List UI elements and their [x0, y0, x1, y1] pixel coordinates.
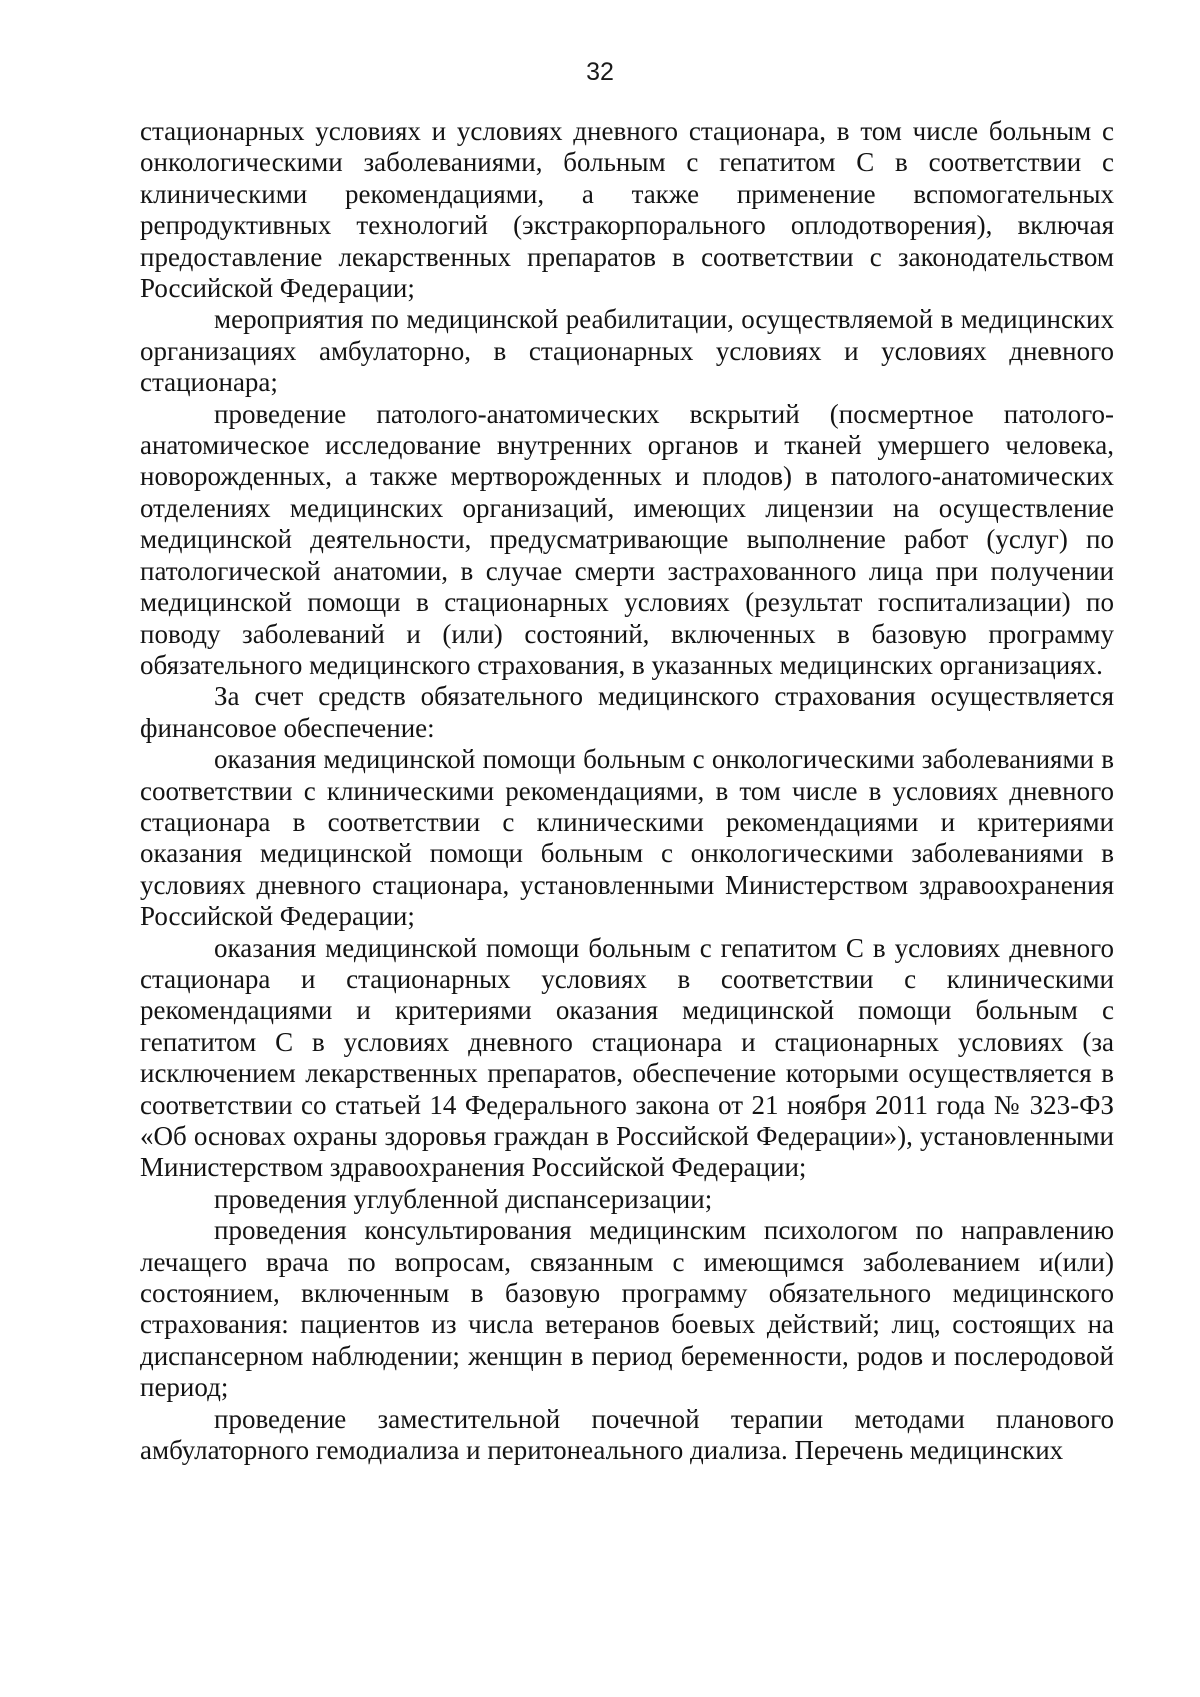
- paragraph-9: проведение заместительной почечной терапии методами планового амбулаторного гемодиализа и перитонеального диализа. Перечень медицинских: [140, 1403, 1114, 1466]
- paragraph-5: оказания медицинской помощи больным с онкологическими заболеваниями в соответствии с клиническими рекомендациями, в том числе в условиях дневного стационара в соответствии с клиническими рекомендациями и критериями оказания медицинской помощи больным с онкологическими заболеваниями в условиях дневного стационара, установленными Министерством здравоохранения Российской Федерации;: [140, 744, 1114, 932]
- paragraph-8: проведения консультирования медицинским психологом по направлению лечащего врача по вопросам, связанным с имеющимся заболеванием и(или) состоянием, включенным в базовую программу обязательного медицинского страхования: пациентов из числа ветеранов боевых действий; лиц, состоящих на диспансерном наблюдении; женщин в период беременности, родов и послеродовой период;: [140, 1215, 1114, 1403]
- paragraph-6: оказания медицинской помощи больным с гепатитом С в условиях дневного стационара и стационарных условиях в соответствии с клиническими рекомендациями и критериями оказания медицинской помощи больным с гепатитом С в условиях дневного стационара и стационарных условиях (за исключением лекарственных препаратов, обеспечение которыми осуществляется в соответствии со статьей 14 Федерального закона от 21 ноября 2011 года № 323-ФЗ «Об основах охраны здоровья граждан в Российской Федерации»), установленными Министерством здравоохранения Российской Федерации;: [140, 932, 1114, 1183]
- paragraph-3: проведение патолого-анатомических вскрытий (посмертное патолого-анатомическое исследование внутренних органов и тканей умершего человека, новорожденных, а также мертворожденных и плодов) в патолого-анатомических отделениях медицинских организаций, имеющих лицензии на осуществление медицинской деятельности, предусматривающие выполнение работ (услуг) по патологической анатомии, в случае смерти застрахованного лица при получении медицинской помощи в стационарных условиях (результат госпитализации) по поводу заболеваний и (или) состояний, включенных в базовую программу обязательного медицинского страхования, в указанных медицинских организациях.: [140, 398, 1114, 680]
- page-number: 32: [586, 58, 614, 86]
- paragraph-7: проведения углубленной диспансеризации;: [214, 1183, 713, 1214]
- document-body: [140, 116, 1114, 1466]
- paragraph-1: стационарных условиях и условиях дневного стационара, в том числе больным с онкологическими заболеваниями, больным с гепатитом С в соответствии с клиническими рекомендациями, а также применение вспомогательных репродуктивных технологий (экстракорпорального оплодотворения), включая предоставление лекарственных препаратов в соответствии с законодательством Российской Федерации;: [140, 116, 1114, 304]
- paragraph-4: За счет средств обязательного медицинского страхования осуществляется финансовое обеспечение:: [140, 681, 1114, 743]
- paragraph-2: мероприятия по медицинской реабилитации, осуществляемой в медицинских организациях амбулаторно, в стационарных условиях и условиях дневного стационара;: [140, 304, 1114, 398]
